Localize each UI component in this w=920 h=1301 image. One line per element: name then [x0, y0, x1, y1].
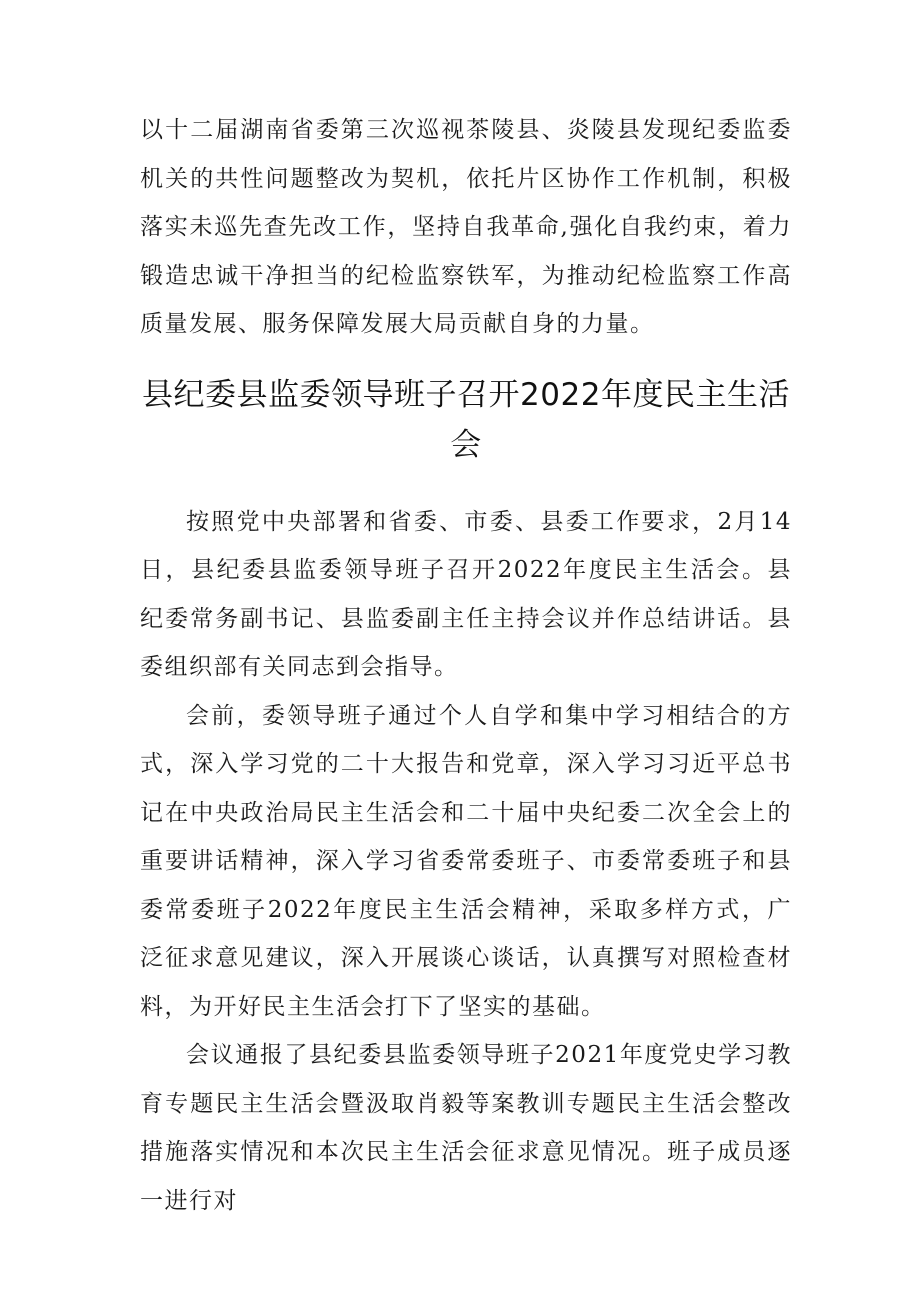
intro-paragraph: 以十二届湖南省委第三次巡视茶陵县、炎陵县发现纪委监委机关的共性问题整改为契机，依托片区协作工作机制，积极落实未巡先查先改工作，坚持自我革命,强化自我约束，着力锻造忠诚干净担当的纪检监察铁军，为推动纪检监察工作高质量发展、服务保障发展大局贡献自身的力量。	[140, 117, 792, 337]
document-body	[140, 106, 792, 1225]
body-paragraph-1: 按照党中央部署和省委、市委、县委工作要求，2月14日，县纪委县监委领导班子召开2022年度民主生活会。县纪委常务副书记、县监委副主任主持会议并作总结讲话。县委组织部有关同志到会指导。	[140, 508, 792, 680]
body-paragraph-2: 会前，委领导班子通过个人自学和集中学习相结合的方式，深入学习党的二十大报告和党章，深入学习习近平总书记在中央政治局民主生活会和二十届中央纪委二次全会上的重要讲话精神，深入学习省委常委班子、市委常委班子和县委常委班子2022年度民主生活会精神，采取多样方式，广泛征求意见建议，深入开展谈心谈话，认真撰写对照检查材料，为开好民主生活会打下了坚实的基础。	[140, 702, 792, 1020]
article-title: 县纪委县监委领导班子召开2022年度民主生活会	[142, 376, 790, 463]
body-paragraph-3: 会议通报了县纪委县监委领导班子2021年度党史学习教育专题民主生活会暨汲取肖毅等案教训专题民主生活会整改措施落实情况和本次民主生活会征求意见情况。班子成员逐一进行对	[140, 1042, 792, 1214]
